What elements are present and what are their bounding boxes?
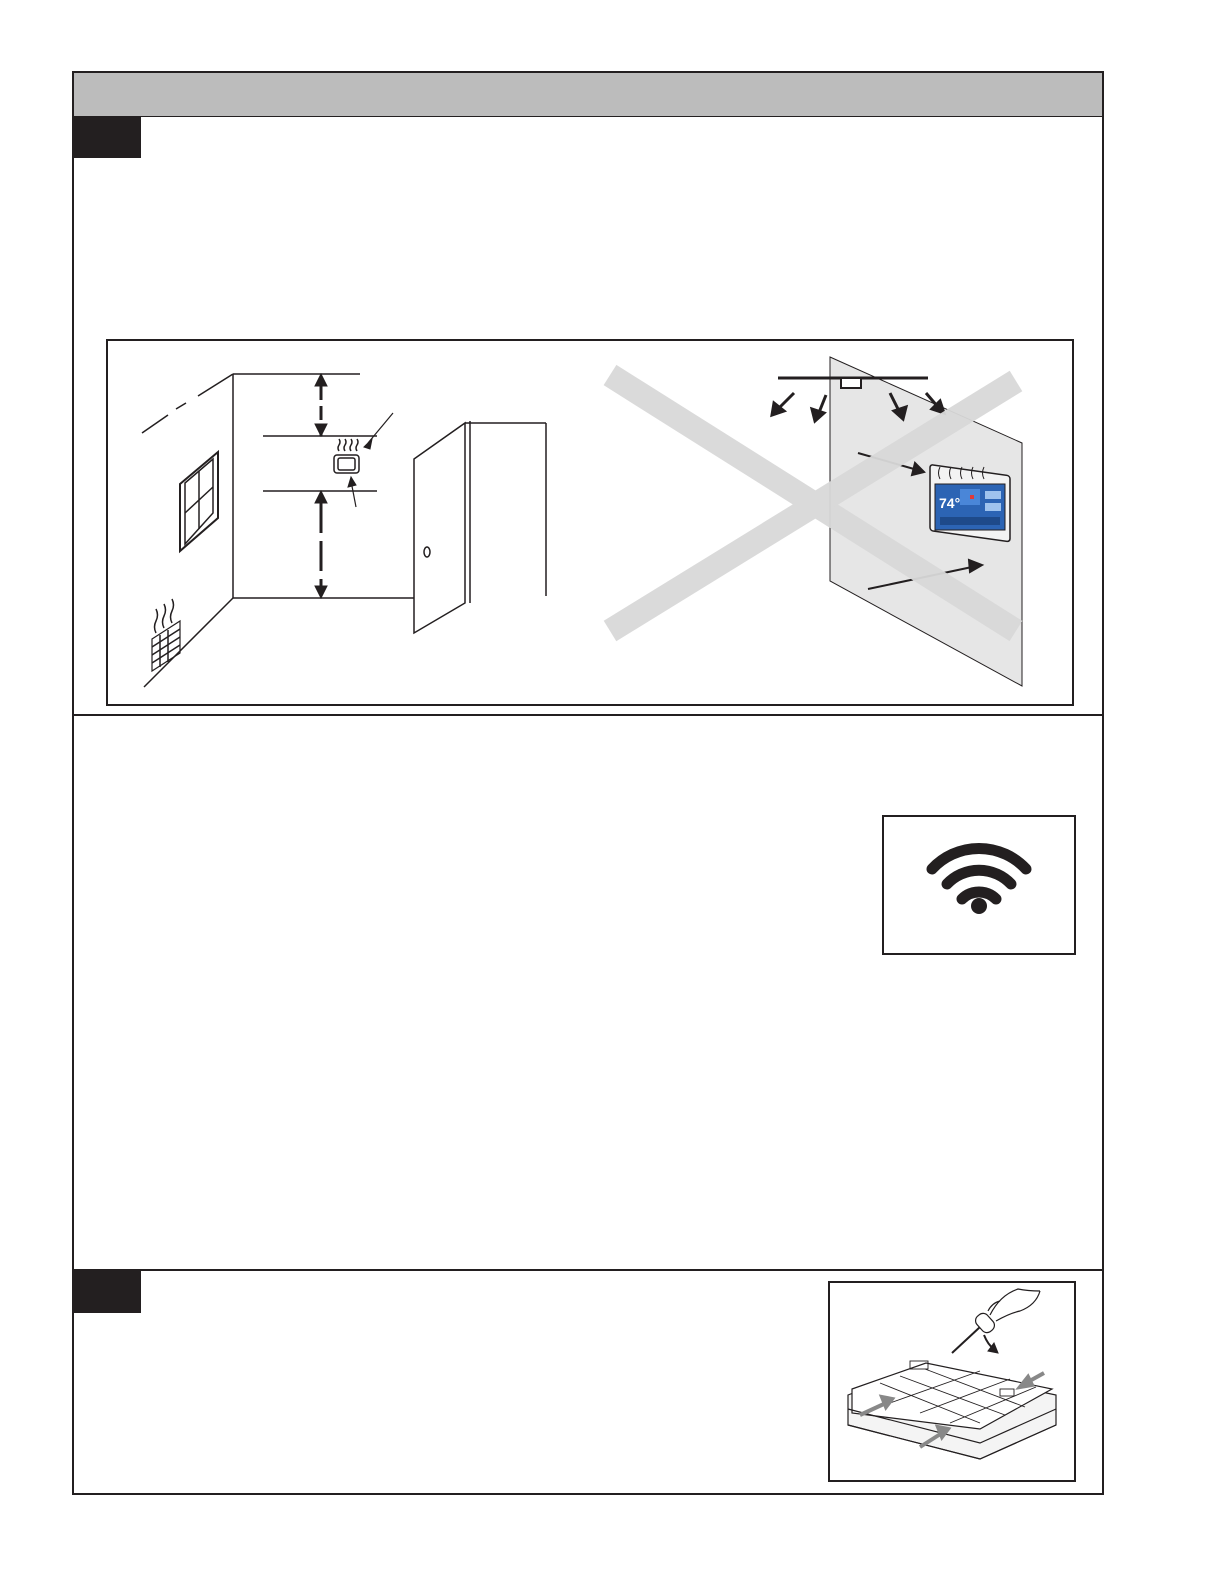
thermostat-device (930, 465, 1010, 542)
thermostat-backplate (848, 1361, 1056, 1459)
rotation-arrow (984, 1335, 998, 1353)
correct-placement-illustration (142, 374, 546, 687)
screwdriver-hand (952, 1289, 1040, 1353)
thermostat-temperature: 74° (939, 495, 961, 511)
section-divider-2 (74, 1269, 1102, 1271)
instruction-page-frame (72, 71, 1104, 1495)
removal-illustration-panel (828, 1281, 1076, 1482)
section-divider-1 (74, 714, 1102, 716)
location-illustration-panel (106, 339, 1074, 706)
distance-dimension-arrows (315, 374, 372, 598)
wifi-icon-panel (882, 815, 1076, 955)
location-diagram (108, 341, 1072, 704)
section-header-bar (74, 73, 1102, 117)
step-number-tab-2 (74, 1271, 141, 1313)
incorrect-placement-illustration (610, 357, 1022, 686)
removal-diagram (830, 1283, 1074, 1480)
step-number-tab-1 (74, 116, 141, 158)
wifi-icon (884, 817, 1074, 953)
